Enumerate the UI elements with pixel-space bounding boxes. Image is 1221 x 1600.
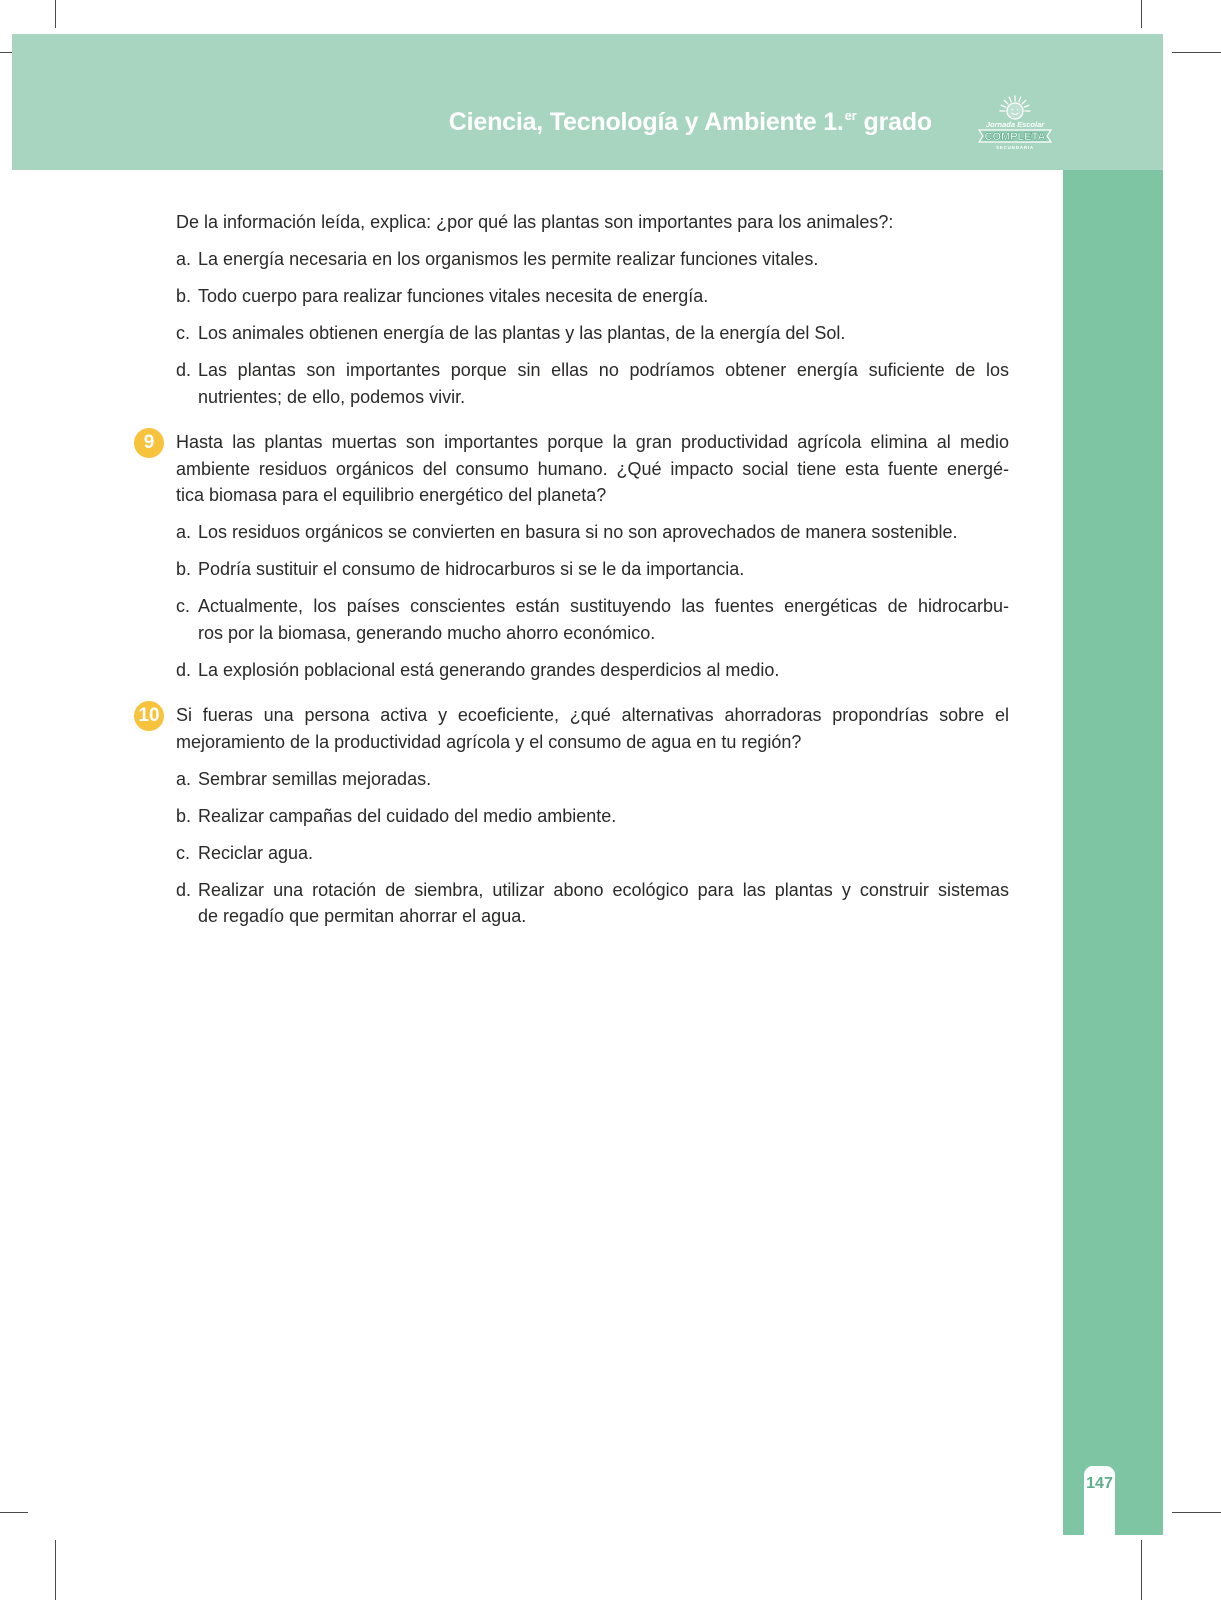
logo-line1: Jornada Escolar [985,120,1045,129]
option-c [176,320,1009,347]
option-text [198,519,1009,546]
option-letter: d. [176,879,192,900]
prompt-line: Hasta las plantas muertas son importantes porque la gran productividad agrícola elimina al medio [176,432,1009,452]
option-line: Realizar campañas del cuidado del medio ambiente. [198,805,617,826]
side-strip [1063,170,1163,1535]
option-text [198,246,1009,273]
question-10 [138,702,1009,930]
logo-line3: SECUNDARIA [995,145,1035,150]
option-b [176,803,1009,830]
logo-line2: COMPLETA [984,131,1046,144]
option-letter: a. [176,768,192,789]
option-line: Realizar una rotación de siembra, utilizar abono ecológico para las plantas y construir sistemas [198,879,1009,900]
prompt-line: mejoramiento de la productividad agrícola y el consumo de agua en tu región? [176,731,802,752]
crop-mark-left-bottom [0,1512,28,1513]
option-letter: a. [176,249,192,269]
sun-icon [1000,96,1030,119]
question-number-badge: 9 [134,428,164,458]
option-text [198,283,1009,310]
option-line: Los animales obtienen energía de las plantas y las plantas, de la energía del Sol. [198,323,846,343]
option-text [198,877,1009,930]
prompt-line: Si fueras una persona activa y ecoeficiente, ¿qué alternativas ahorradoras propondrías sobre el [176,705,1009,725]
exercise-content [138,209,1009,930]
option-line: Las plantas son importantes porque sin ellas no podríamos obtener energía suficiente de los [198,360,1009,380]
question-number-badge: 10 [134,701,164,731]
option-d [176,657,1009,684]
crop-mark-top-left [55,0,56,28]
question-9 [143,429,1009,683]
option-letter: b. [176,805,192,826]
page-title [449,104,932,140]
option-letter: c. [176,596,191,616]
option-line: La explosión poblacional está generando grandes desperdicios al medio. [198,659,780,680]
option-c [176,840,1009,867]
option-text [198,840,1009,867]
question-intro [176,209,1009,410]
option-a [176,519,1009,546]
title-end: grado [863,108,932,136]
prompt-line: tica biomasa para el equilibrio energético del planeta? [176,485,607,505]
option-line: Actualmente, los países conscientes están sustituyendo las fuentes energéticas de hidrocarbu- [198,596,1009,616]
question-prompt [176,209,1009,236]
option-text [198,593,1009,646]
title-superscript: er [844,108,857,123]
option-a [176,766,1009,793]
title-main: Ciencia, Tecnología y Ambiente 1. [448,108,844,136]
jornada-escolar-logo [974,94,1056,152]
option-letter: b. [176,286,192,306]
option-letter: b. [176,559,192,579]
option-line: Todo cuerpo para realizar funciones vitales necesita de energía. [198,286,709,306]
option-letter: d. [176,360,192,380]
page-number: 147 [1086,1475,1113,1492]
option-line: Podría sustituir el consumo de hidrocarburos si se le da importancia. [198,559,745,579]
option-text [198,320,1009,347]
question-prompt [176,702,1009,755]
option-text [198,556,1009,583]
question-prompt [176,429,1009,509]
option-b [176,556,1009,583]
option-a [176,246,1009,273]
option-d [176,357,1009,410]
option-line: La energía necesaria en los organismos les permite realizar funciones vitales. [198,249,819,269]
option-letter: a. [176,522,192,542]
prompt-line: De la información leída, explica: ¿por qué las plantas son importantes para los animales?: [176,212,894,232]
option-letter: d. [176,659,192,680]
option-text [198,357,1009,410]
option-line: Reciclar agua. [198,842,314,863]
option-line: Sembrar semillas mejoradas. [198,768,432,789]
option-text [198,803,1009,830]
option-line: de regadío que permitan ahorrar el agua. [198,906,527,926]
option-letter: c. [176,323,191,343]
option-b [176,283,1009,310]
option-line: ros por la biomasa, generando mucho ahorro económico. [198,622,656,643]
crop-mark-bottom-right [1141,1540,1142,1600]
option-c [176,593,1009,646]
option-text [198,766,1009,793]
option-letter: c. [176,842,191,863]
option-text [198,657,1009,684]
crop-mark-right-bottom [1172,1512,1221,1513]
crop-mark-top-right [1141,0,1142,28]
crop-mark-right-top [1172,52,1221,53]
option-line: nutrientes; de ello, podemos vivir. [198,386,466,407]
option-line: Los residuos orgánicos se convierten en basura si no son aprovechados de manera sostenible. [198,522,958,542]
option-d [176,877,1009,930]
crop-mark-bottom-left [55,1540,56,1600]
prompt-line: ambiente residuos orgánicos del consumo humano. ¿Qué impacto social tiene esta fuente energé- [176,458,1009,479]
